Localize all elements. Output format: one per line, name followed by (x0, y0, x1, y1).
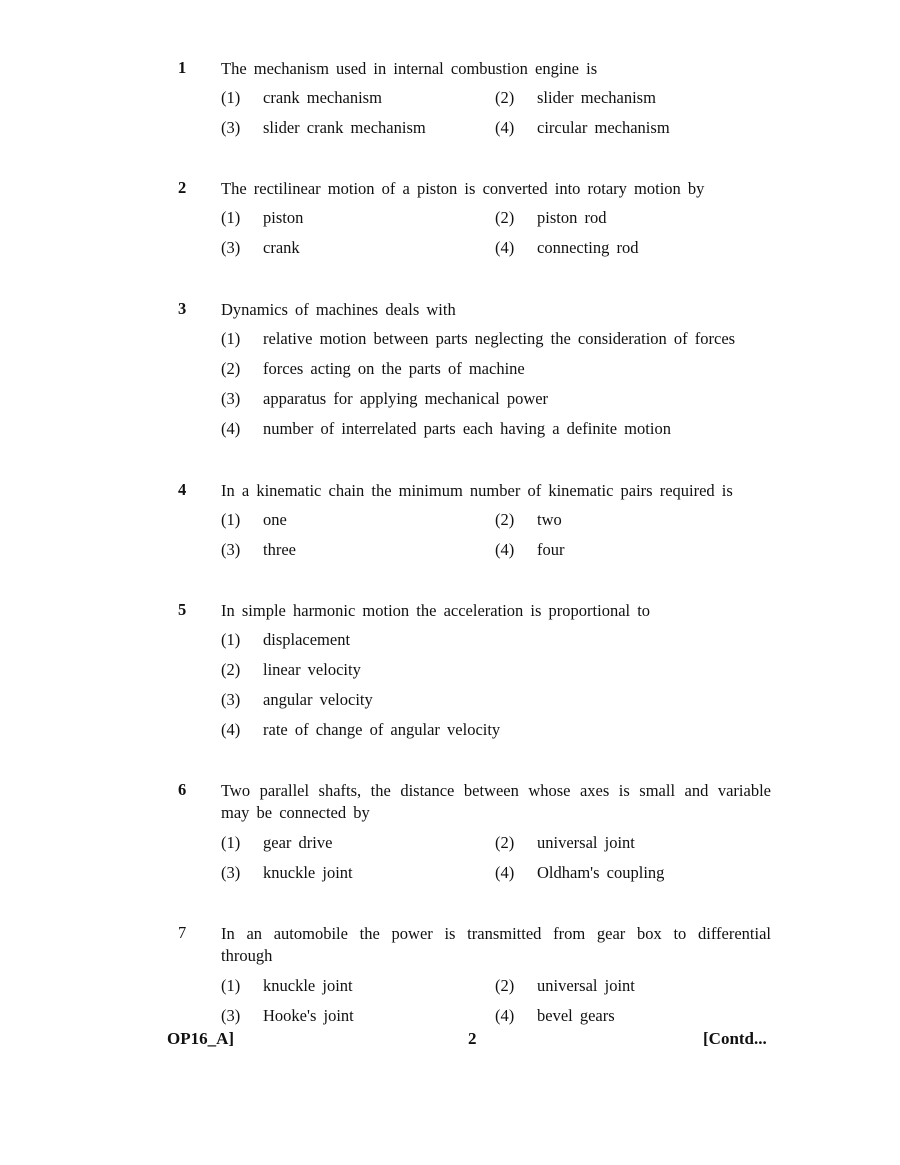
question-number: 3 (178, 299, 187, 318)
question-number: 6 (178, 780, 187, 799)
option-index: (4) (495, 238, 515, 257)
paper-code: OP16_A] (167, 1029, 235, 1048)
option-label: relative motion between parts neglecting the consideration of forces (263, 329, 736, 348)
question-text: The mechanism used in internal combustion engine is (221, 59, 598, 78)
option-index: (1) (221, 630, 241, 649)
option-label: connecting rod (537, 238, 639, 257)
question-number: 5 (178, 600, 187, 619)
option-label: apparatus for applying mechanical power (263, 389, 549, 408)
option-index: (2) (221, 660, 241, 679)
question-number: 4 (178, 480, 187, 499)
option-index: (1) (221, 208, 241, 227)
question-number: 2 (178, 178, 187, 197)
option-label: universal joint (537, 976, 635, 995)
option-index: (2) (495, 208, 515, 227)
option-index: (3) (221, 238, 241, 257)
option-label: slider crank mechanism (263, 118, 426, 137)
option-index: (2) (495, 88, 515, 107)
option-label: Hooke's joint (263, 1006, 354, 1025)
option-label: two (537, 510, 562, 529)
option-index: (2) (495, 833, 515, 852)
page-number: 2 (468, 1029, 477, 1048)
option-label: angular velocity (263, 690, 373, 709)
option-index: (4) (495, 118, 515, 137)
option-index: (1) (221, 329, 241, 348)
continued-label: [Contd... (703, 1029, 767, 1048)
question-number: 7 (178, 923, 187, 942)
option-label: piston rod (537, 208, 607, 227)
option-label: one (263, 510, 287, 529)
option-label: forces acting on the parts of machine (263, 359, 525, 378)
option-label: rate of change of angular velocity (263, 720, 501, 739)
option-index: (1) (221, 976, 241, 995)
option-label: number of interrelated parts each having a definite motion (263, 419, 671, 438)
question-number: 1 (178, 58, 187, 77)
option-index: (1) (221, 833, 241, 852)
question-text: In an automobile the power is transmitted from gear box to differential through (221, 924, 771, 965)
option-index: (4) (221, 419, 241, 438)
question-text: Two parallel shafts, the distance between whose axes is small and variable may be connected by (221, 781, 771, 822)
option-label: gear drive (263, 833, 333, 852)
option-label: three (263, 540, 296, 559)
option-index: (2) (495, 976, 515, 995)
option-index: (1) (221, 88, 241, 107)
option-index: (2) (495, 510, 515, 529)
option-label: four (537, 540, 565, 559)
option-label: piston (263, 208, 304, 227)
option-index: (3) (221, 118, 241, 137)
option-index: (3) (221, 863, 241, 882)
option-label: knuckle joint (263, 976, 353, 995)
option-label: crank mechanism (263, 88, 382, 107)
option-label: linear velocity (263, 660, 361, 679)
option-index: (4) (221, 720, 241, 739)
option-label: slider mechanism (537, 88, 656, 107)
option-index: (3) (221, 690, 241, 709)
option-label: displacement (263, 630, 351, 649)
option-label: circular mechanism (537, 118, 670, 137)
option-label: bevel gears (537, 1006, 615, 1025)
option-index: (4) (495, 1006, 515, 1025)
question-text: In simple harmonic motion the acceleration is proportional to (221, 601, 651, 620)
option-index: (2) (221, 359, 241, 378)
option-index: (3) (221, 389, 241, 408)
option-label: Oldham's coupling (537, 863, 665, 882)
option-label: crank (263, 238, 300, 257)
option-index: (3) (221, 540, 241, 559)
option-index: (1) (221, 510, 241, 529)
option-label: knuckle joint (263, 863, 353, 882)
option-index: (4) (495, 540, 515, 559)
question-text: Dynamics of machines deals with (221, 300, 456, 319)
option-index: (3) (221, 1006, 241, 1025)
question-text: In a kinematic chain the minimum number of kinematic pairs required is (221, 481, 733, 500)
option-label: universal joint (537, 833, 635, 852)
question-text: The rectilinear motion of a piston is converted into rotary motion by (221, 179, 705, 198)
option-index: (4) (495, 863, 515, 882)
